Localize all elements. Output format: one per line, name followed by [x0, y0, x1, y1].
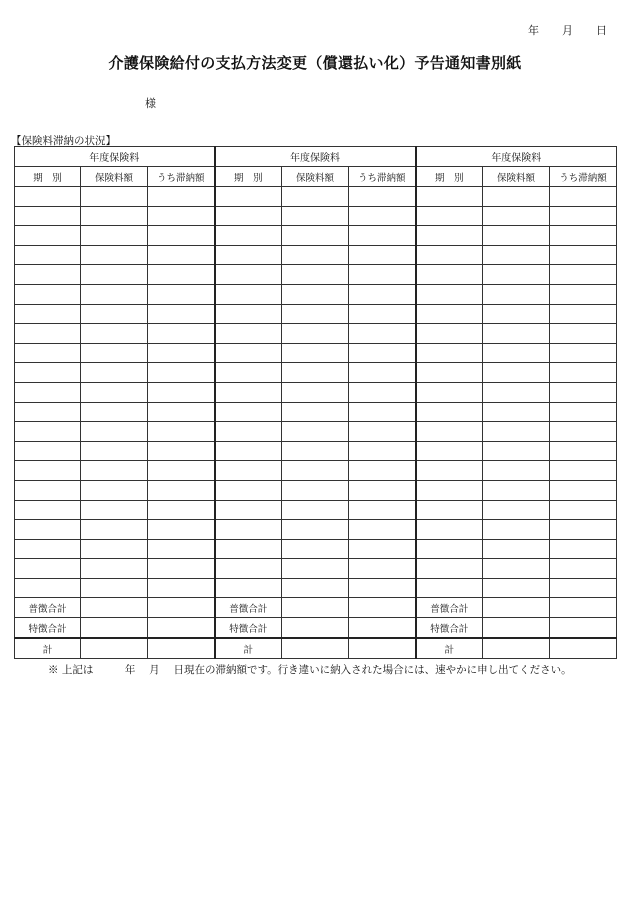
table-cell [15, 187, 81, 207]
table-cell [483, 382, 550, 402]
table-cell [550, 206, 617, 226]
table-cell [15, 304, 81, 324]
table-cell [349, 480, 416, 500]
table-cell [148, 480, 215, 500]
table-cell [215, 520, 282, 540]
table-row [15, 324, 617, 344]
table-cell [81, 638, 148, 659]
table-cell [550, 480, 617, 500]
table-cell [483, 520, 550, 540]
table-cell [15, 461, 81, 481]
table-cell [81, 559, 148, 579]
table-row [15, 480, 617, 500]
table-cell [550, 226, 617, 246]
table-cell [148, 304, 215, 324]
table-cell [282, 265, 349, 285]
table-cell [282, 441, 349, 461]
table-cell [81, 441, 148, 461]
date-day: 日 [596, 24, 607, 37]
table-cell [483, 598, 550, 618]
table-cell [282, 343, 349, 363]
table-cell [148, 638, 215, 659]
table-cell [215, 500, 282, 520]
table-cell [550, 578, 617, 598]
table-cell [282, 284, 349, 304]
table-cell [148, 520, 215, 540]
table-cell [215, 284, 282, 304]
table-cell [483, 480, 550, 500]
table-cell [282, 598, 349, 618]
table-cell [483, 559, 550, 579]
table-cell [81, 382, 148, 402]
table-cell [349, 598, 416, 618]
table-row [15, 539, 617, 559]
table-cell [215, 382, 282, 402]
table-cell [550, 461, 617, 481]
table-cell [550, 422, 617, 442]
table-cell [282, 402, 349, 422]
table-cell [349, 559, 416, 579]
table-cell [416, 578, 483, 598]
date-line [528, 22, 607, 38]
summary-label: 特徴合計 [15, 618, 81, 639]
table-row [15, 422, 617, 442]
table-cell [416, 284, 483, 304]
table-cell [215, 343, 282, 363]
table-cell [416, 343, 483, 363]
table-cell [349, 618, 416, 639]
table-cell [349, 206, 416, 226]
table-cell [282, 578, 349, 598]
table-cell [416, 520, 483, 540]
table-cell [416, 480, 483, 500]
table-cell [282, 618, 349, 639]
table-cell [416, 265, 483, 285]
table-row [15, 187, 617, 207]
total-label: 計 [416, 638, 483, 659]
page-title: 介護保険給付の支払方法変更（償還払い化）予告通知書別紙 [108, 54, 522, 72]
table-cell [282, 363, 349, 383]
table-cell [550, 500, 617, 520]
summary-label: 特徴合計 [416, 618, 483, 639]
table-cell [215, 324, 282, 344]
table-cell [349, 382, 416, 402]
table-cell [215, 441, 282, 461]
summary-label: 普徴合計 [215, 598, 282, 618]
table-cell [349, 304, 416, 324]
table-cell [148, 226, 215, 246]
table-cell [81, 304, 148, 324]
table-cell [215, 559, 282, 579]
table-cell [282, 304, 349, 324]
table-cell [550, 324, 617, 344]
table-cell [483, 187, 550, 207]
table-cell [483, 284, 550, 304]
table-cell [148, 343, 215, 363]
table-cell [15, 520, 81, 540]
table-cell [215, 363, 282, 383]
table-cell [349, 402, 416, 422]
table-cell [282, 226, 349, 246]
table-cell [349, 245, 416, 265]
table-cell [349, 441, 416, 461]
table-cell [416, 206, 483, 226]
table-cell [148, 363, 215, 383]
table-cell [15, 539, 81, 559]
table-cell [215, 578, 282, 598]
table-cell [416, 559, 483, 579]
table-cell [148, 187, 215, 207]
date-month: 月 [562, 24, 573, 37]
group-header-row [15, 147, 617, 167]
table-cell [15, 265, 81, 285]
table-cell [148, 402, 215, 422]
table-cell [81, 324, 148, 344]
table-cell [15, 480, 81, 500]
table-cell [550, 520, 617, 540]
table-cell [215, 461, 282, 481]
col-header-period: 期 別 [15, 167, 81, 187]
table-cell [81, 226, 148, 246]
table-cell [416, 382, 483, 402]
table-cell [483, 402, 550, 422]
col-header-period: 期 別 [416, 167, 483, 187]
col-header-premium: 保険料額 [483, 167, 550, 187]
table-cell [15, 343, 81, 363]
table-cell [349, 265, 416, 285]
table-cell [483, 422, 550, 442]
table-row [15, 382, 617, 402]
table-cell [81, 206, 148, 226]
table-cell [416, 304, 483, 324]
table-cell [215, 206, 282, 226]
table-cell [416, 187, 483, 207]
table-cell [148, 500, 215, 520]
group-title: 年度保険料 [416, 147, 617, 167]
arrears-table [14, 146, 617, 659]
table-cell [81, 402, 148, 422]
table-cell [550, 284, 617, 304]
table-cell [282, 422, 349, 442]
table-cell [148, 578, 215, 598]
table-cell [81, 480, 148, 500]
table-row [15, 265, 617, 285]
table-cell [81, 578, 148, 598]
summary-label: 普徴合計 [15, 598, 81, 618]
table-cell [81, 618, 148, 639]
table-cell [550, 343, 617, 363]
table-cell [282, 559, 349, 579]
total-row [15, 638, 617, 659]
table-cell [483, 500, 550, 520]
table-cell [15, 245, 81, 265]
table-row [15, 343, 617, 363]
table-cell [215, 265, 282, 285]
table-cell [416, 500, 483, 520]
table-cell [81, 422, 148, 442]
table-cell [148, 441, 215, 461]
table-cell [550, 598, 617, 618]
table-cell [416, 324, 483, 344]
table-cell [550, 638, 617, 659]
table-cell [483, 638, 550, 659]
table-cell [15, 226, 81, 246]
table-row [15, 206, 617, 226]
table-cell [148, 324, 215, 344]
table-cell [349, 187, 416, 207]
table-cell [550, 187, 617, 207]
section-label: 【保険料滞納の状況】 [11, 135, 116, 147]
table-cell [550, 559, 617, 579]
table-cell [15, 402, 81, 422]
table-cell [215, 402, 282, 422]
table-cell [81, 187, 148, 207]
table-row [15, 284, 617, 304]
table-row [15, 441, 617, 461]
table-cell [349, 343, 416, 363]
table-cell [81, 539, 148, 559]
table-cell [550, 441, 617, 461]
table-cell [550, 382, 617, 402]
col-header-premium: 保険料額 [282, 167, 349, 187]
table-cell [148, 245, 215, 265]
table-cell [483, 324, 550, 344]
table-cell [483, 343, 550, 363]
table-cell [15, 206, 81, 226]
table-cell [416, 226, 483, 246]
table-cell [282, 539, 349, 559]
col-header-arrears: うち滞納額 [550, 167, 617, 187]
table-cell [148, 559, 215, 579]
table-cell [215, 304, 282, 324]
summary-label: 特徴合計 [215, 618, 282, 639]
table-cell [148, 265, 215, 285]
table-row [15, 363, 617, 383]
table-cell [148, 598, 215, 618]
footer-note: ※ 上記は 年 月 日現在の滞納額です。行き違いに納入された場合には、速やかに申し出てください。 [48, 664, 572, 676]
table-row [15, 304, 617, 324]
col-header-arrears: うち滞納額 [349, 167, 416, 187]
table-cell [81, 598, 148, 618]
table-cell [282, 324, 349, 344]
table-cell [81, 520, 148, 540]
table-row [15, 245, 617, 265]
table-cell [215, 187, 282, 207]
table-cell [15, 441, 81, 461]
table-cell [550, 539, 617, 559]
table-cell [15, 284, 81, 304]
table-cell [349, 520, 416, 540]
table-cell [349, 638, 416, 659]
table-cell [349, 461, 416, 481]
table-cell [148, 618, 215, 639]
table-cell [81, 245, 148, 265]
table-cell [550, 265, 617, 285]
table-cell [148, 539, 215, 559]
table-cell [550, 618, 617, 639]
table-cell [282, 245, 349, 265]
table-row [15, 402, 617, 422]
table-cell [282, 638, 349, 659]
summary-label: 普徴合計 [416, 598, 483, 618]
table-cell [483, 618, 550, 639]
table-cell [148, 382, 215, 402]
table-cell [282, 480, 349, 500]
table-cell [483, 578, 550, 598]
table-cell [148, 461, 215, 481]
table-cell [81, 461, 148, 481]
summary-row [15, 618, 617, 639]
table-cell [215, 245, 282, 265]
group-title: 年度保険料 [15, 147, 215, 167]
table-cell [215, 480, 282, 500]
table-cell [15, 422, 81, 442]
table-cell [416, 422, 483, 442]
table-cell [81, 500, 148, 520]
table-cell [483, 461, 550, 481]
table-cell [282, 382, 349, 402]
column-header-row [15, 167, 617, 187]
table-row [15, 500, 617, 520]
table-cell [282, 187, 349, 207]
table-row [15, 559, 617, 579]
group-title: 年度保険料 [215, 147, 416, 167]
col-header-premium: 保険料額 [81, 167, 148, 187]
table-cell [282, 206, 349, 226]
table-cell [215, 422, 282, 442]
col-header-period: 期 別 [215, 167, 282, 187]
table-cell [550, 245, 617, 265]
table-cell [416, 461, 483, 481]
table-cell [483, 539, 550, 559]
table-cell [349, 324, 416, 344]
table-cell [550, 402, 617, 422]
table-cell [349, 539, 416, 559]
table-cell [81, 284, 148, 304]
summary-row [15, 598, 617, 618]
table-cell [550, 363, 617, 383]
table-cell [148, 206, 215, 226]
table-cell [349, 422, 416, 442]
table-cell [483, 265, 550, 285]
table-cell [483, 206, 550, 226]
col-header-arrears: うち滞納額 [148, 167, 215, 187]
table-row [15, 578, 617, 598]
table-cell [349, 578, 416, 598]
table-cell [416, 245, 483, 265]
table-cell [550, 304, 617, 324]
table-cell [349, 500, 416, 520]
table-cell [148, 284, 215, 304]
table-cell [416, 441, 483, 461]
table-cell [349, 284, 416, 304]
table-cell [215, 539, 282, 559]
table-cell [15, 578, 81, 598]
table-cell [15, 324, 81, 344]
table-cell [282, 461, 349, 481]
table-row [15, 461, 617, 481]
table-cell [483, 245, 550, 265]
table-cell [282, 500, 349, 520]
table-cell [349, 363, 416, 383]
table-cell [483, 441, 550, 461]
table-cell [416, 539, 483, 559]
table-cell [15, 559, 81, 579]
total-label: 計 [15, 638, 81, 659]
table-cell [416, 363, 483, 383]
table-cell [81, 343, 148, 363]
table-cell [483, 226, 550, 246]
date-year: 年 [528, 24, 539, 37]
table-cell [81, 265, 148, 285]
table-cell [483, 363, 550, 383]
table-row [15, 520, 617, 540]
table-cell [215, 226, 282, 246]
table-cell [15, 382, 81, 402]
table-cell [81, 363, 148, 383]
total-label: 計 [215, 638, 282, 659]
table-cell [15, 500, 81, 520]
table-cell [15, 363, 81, 383]
table-cell [148, 422, 215, 442]
table-row [15, 226, 617, 246]
table-cell [416, 402, 483, 422]
addressee-suffix: 様 [145, 97, 156, 110]
table-cell [282, 520, 349, 540]
table-cell [349, 226, 416, 246]
table-cell [483, 304, 550, 324]
